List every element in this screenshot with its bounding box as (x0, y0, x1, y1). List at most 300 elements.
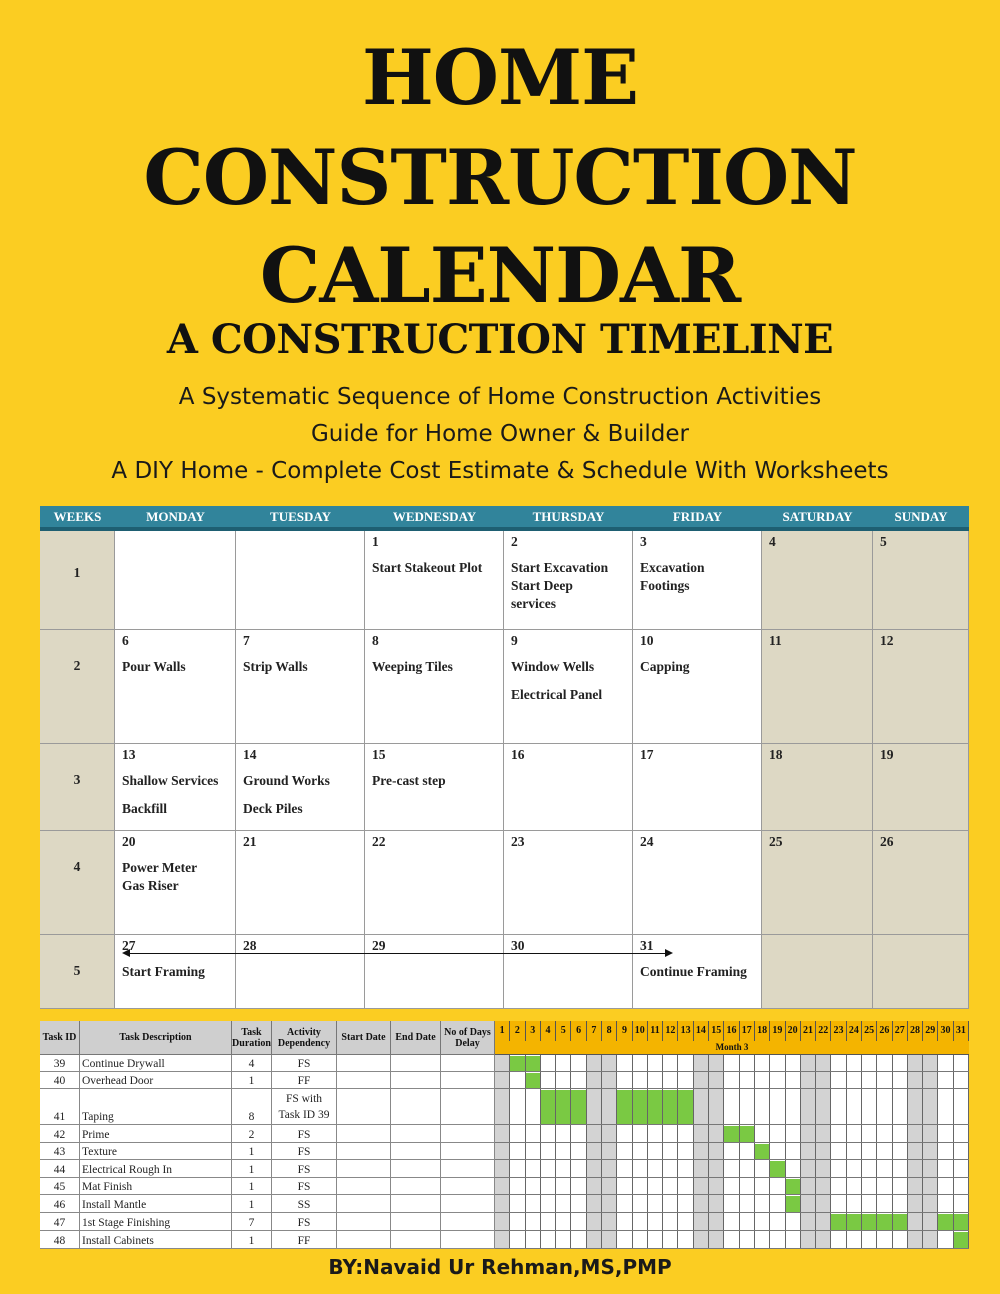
gantt-day-23: 23 (831, 1021, 846, 1041)
day-cell (762, 630, 873, 744)
gantt-header-3: Activity Dependency (272, 1021, 337, 1055)
gantt-bar (954, 1232, 968, 1248)
gantt-day-24: 24 (847, 1021, 862, 1041)
gantt-bar (740, 1126, 754, 1142)
gantt-dep: FS (297, 1129, 311, 1141)
gantt-day-26: 26 (877, 1021, 892, 1041)
gantt-day-17: 17 (740, 1021, 755, 1041)
gantt-header-5: End Date (391, 1021, 441, 1055)
gantt-bar (633, 1090, 647, 1124)
day-cell (633, 531, 762, 630)
day-cell (633, 744, 762, 831)
day-number: 3 (640, 534, 647, 549)
gantt-day-column (770, 1055, 785, 1249)
gantt-cell (441, 1125, 495, 1143)
day-cell (236, 831, 365, 935)
gantt-day-column (678, 1055, 693, 1249)
day-number: 18 (769, 747, 783, 762)
gantt-row-line (495, 1124, 969, 1125)
gantt-day-column (556, 1055, 571, 1249)
week-number: 4 (73, 859, 81, 874)
gantt-dur: 1 (248, 1075, 255, 1087)
gantt-bar (541, 1090, 555, 1124)
subtitle-line-3: A DIY Home - Complete Cost Estimate & Schedule With Worksheets (111, 458, 889, 484)
day-cell (873, 935, 969, 1009)
calendar-header-2: TUESDAY (236, 506, 365, 531)
gantt-dep: SS (297, 1199, 311, 1211)
gantt-day-1: 1 (495, 1021, 510, 1041)
gantt-bar (862, 1214, 876, 1230)
gantt-cell (337, 1089, 391, 1125)
day-number: 10 (640, 633, 654, 648)
gantt-cell (232, 1213, 272, 1231)
gantt-cell (391, 1055, 441, 1072)
gantt-day-8: 8 (602, 1021, 617, 1041)
gantt-day-31: 31 (954, 1021, 969, 1041)
gantt-day-2: 2 (510, 1021, 525, 1041)
day-number: 27 (122, 938, 136, 953)
gantt-id: 47 (53, 1217, 66, 1229)
gantt-id: 40 (53, 1075, 66, 1087)
gantt-desc: Install Mantle (82, 1199, 147, 1211)
gantt-day-column (633, 1055, 648, 1249)
day-cell (633, 630, 762, 744)
gantt-header-1: Task Description (80, 1021, 232, 1055)
gantt-row-line (495, 1248, 969, 1249)
day-number: 6 (122, 633, 129, 648)
day-activity: services (511, 596, 556, 611)
gantt-dur: 4 (248, 1058, 255, 1070)
gantt-dur: 1 (248, 1146, 255, 1158)
gantt-day-13: 13 (678, 1021, 693, 1041)
gantt-day-14: 14 (694, 1021, 709, 1041)
gantt-desc: Continue Drywall (82, 1058, 165, 1070)
gantt-cell (391, 1072, 441, 1089)
gantt-bar (663, 1090, 677, 1124)
gantt-desc: Prime (82, 1129, 110, 1141)
gantt-bar (786, 1179, 800, 1194)
day-activity: Shallow Services (122, 773, 219, 788)
gantt-cell (441, 1143, 495, 1160)
day-number: 31 (640, 938, 654, 953)
gantt-cell (441, 1178, 495, 1195)
day-number: 9 (511, 633, 518, 648)
day-cell (236, 744, 365, 831)
gantt-day-column (740, 1055, 755, 1249)
gantt-bar (877, 1214, 891, 1230)
gantt-cell (40, 1055, 80, 1072)
gantt-row-line (495, 1088, 969, 1089)
day-number: 20 (122, 834, 136, 849)
day-cell (504, 935, 633, 1009)
day-activity: Backfill (122, 801, 168, 816)
gantt-bar (847, 1214, 861, 1230)
gantt-dep: FS (297, 1164, 311, 1176)
day-activity: Power Meter (122, 860, 198, 875)
gantt-day-28: 28 (908, 1021, 923, 1041)
day-cell (762, 935, 873, 1009)
day-number: 8 (372, 633, 379, 648)
day-cell (365, 531, 504, 630)
gantt-day-column (587, 1055, 602, 1249)
gantt-bar (571, 1090, 585, 1124)
gantt-cell (80, 1089, 232, 1125)
day-cell (504, 744, 633, 831)
day-cell (873, 630, 969, 744)
gantt-day-column (495, 1055, 510, 1249)
day-number: 21 (243, 834, 257, 849)
day-cell (504, 831, 633, 935)
gantt-cell (391, 1231, 441, 1249)
gantt-cell (232, 1143, 272, 1160)
gantt-dur: 1 (248, 1199, 255, 1211)
gantt-cell (40, 1143, 80, 1160)
calendar-header-4: THURSDAY (504, 506, 633, 531)
gantt-cell (80, 1143, 232, 1160)
day-cell (762, 531, 873, 630)
gantt-row-line (495, 1142, 969, 1143)
gantt-dep: FF (297, 1075, 311, 1087)
day-cell (115, 531, 236, 630)
gantt-desc: Mat Finish (82, 1181, 133, 1193)
day-activity: Electrical Panel (511, 687, 603, 702)
gantt-day-7: 7 (587, 1021, 602, 1041)
day-activity: Start Framing (122, 964, 205, 979)
gantt-cell (391, 1213, 441, 1231)
gantt-header-4: Start Date (337, 1021, 391, 1055)
gantt-cell (337, 1072, 391, 1089)
day-number: 17 (640, 747, 654, 762)
day-cell (762, 744, 873, 831)
gantt-day-16: 16 (724, 1021, 739, 1041)
gantt-desc: 1st Stage Finishing (82, 1217, 171, 1229)
gantt-cell (272, 1072, 337, 1089)
gantt-cell (80, 1160, 232, 1178)
gantt-bar (755, 1144, 769, 1159)
gantt-bar (510, 1056, 524, 1071)
gantt-cell (40, 1160, 80, 1178)
gantt-cell (232, 1055, 272, 1072)
gantt-day-20: 20 (786, 1021, 801, 1041)
gantt-cell (272, 1178, 337, 1195)
gantt-day-4: 4 (541, 1021, 556, 1041)
day-activity: Continue Framing (640, 964, 747, 979)
day-number: 14 (243, 747, 257, 762)
gantt-month-label: Month 3 (495, 1041, 969, 1055)
day-cell (365, 744, 504, 831)
week-cell (40, 531, 115, 630)
gantt-id: 48 (53, 1235, 66, 1247)
gantt-bar (770, 1161, 784, 1177)
gantt-day-column (648, 1055, 663, 1249)
week-number: 3 (73, 772, 81, 787)
week-number: 2 (73, 658, 81, 673)
gantt-cell (391, 1178, 441, 1195)
gantt-cell (272, 1143, 337, 1160)
day-activity: Strip Walls (243, 659, 308, 674)
gantt-cell (391, 1195, 441, 1213)
gantt-cell (80, 1231, 232, 1249)
day-cell (236, 935, 365, 1009)
day-cell (762, 831, 873, 935)
week-cell (40, 630, 115, 744)
gantt-header-6: No of Days Delay (441, 1021, 495, 1055)
day-number: 29 (372, 938, 386, 953)
day-number: 15 (372, 747, 386, 762)
day-number: 30 (511, 938, 525, 953)
day-activity: Pour Walls (122, 659, 186, 674)
calendar-header-6: SATURDAY (762, 506, 873, 531)
gantt-dur: 8 (248, 1111, 255, 1123)
gantt-schedule (40, 1021, 969, 1249)
gantt-row-line (495, 1071, 969, 1072)
day-cell (633, 831, 762, 935)
gantt-cell (441, 1195, 495, 1213)
gantt-day-21: 21 (801, 1021, 816, 1041)
day-cell (873, 831, 969, 935)
gantt-dep: FS (297, 1181, 311, 1193)
gantt-cell (391, 1125, 441, 1143)
gantt-day-18: 18 (755, 1021, 770, 1041)
gantt-bar (786, 1196, 800, 1212)
day-number: 28 (243, 938, 257, 953)
gantt-cell (232, 1195, 272, 1213)
gantt-day-column (510, 1055, 525, 1249)
gantt-day-column (816, 1055, 831, 1249)
gantt-day-15: 15 (709, 1021, 724, 1041)
gantt-cell (272, 1125, 337, 1143)
gantt-id: 46 (53, 1199, 66, 1211)
gantt-cell (441, 1160, 495, 1178)
gantt-bar (831, 1214, 845, 1230)
calendar-header-0: WEEKS (40, 506, 115, 531)
gantt-cell (80, 1055, 232, 1072)
gantt-day-25: 25 (862, 1021, 877, 1041)
gantt-cell (337, 1055, 391, 1072)
day-number: 11 (769, 633, 782, 648)
framing-span-arrow (124, 953, 671, 954)
gantt-day-5: 5 (556, 1021, 571, 1041)
gantt-day-30: 30 (938, 1021, 953, 1041)
day-number: 13 (122, 747, 136, 762)
week-number: 1 (73, 565, 81, 580)
gantt-row-line (495, 1194, 969, 1195)
gantt-day-12: 12 (663, 1021, 678, 1041)
day-activity: Ground Works (243, 773, 330, 788)
day-cell (115, 831, 236, 935)
construction-calendar (40, 506, 969, 1009)
gantt-header-0: Task ID (40, 1021, 80, 1055)
gantt-day-column (571, 1055, 586, 1249)
gantt-cell (272, 1160, 337, 1178)
week-cell (40, 935, 115, 1009)
gantt-dur: 1 (248, 1181, 255, 1193)
gantt-bar (526, 1073, 540, 1088)
gantt-dep: FF (297, 1235, 311, 1247)
gantt-dep: FS (297, 1217, 311, 1229)
gantt-id: 39 (53, 1058, 66, 1070)
gantt-day-column (694, 1055, 709, 1249)
gantt-day-column (908, 1055, 923, 1249)
day-cell (633, 935, 762, 1009)
day-cell (873, 531, 969, 630)
gantt-cell (80, 1178, 232, 1195)
gantt-cell (80, 1195, 232, 1213)
gantt-cell (40, 1195, 80, 1213)
day-number: 12 (880, 633, 894, 648)
gantt-header-2: Task Duration (232, 1021, 272, 1055)
author-credit: BY:Navaid Ur Rehman,MS,PMP (328, 1255, 672, 1279)
week-number: 5 (73, 963, 81, 978)
gantt-cell (40, 1089, 80, 1125)
gantt-id: 42 (53, 1129, 66, 1141)
subtitle-line-1: A Systematic Sequence of Home Construction Activities (178, 384, 822, 410)
gantt-day-11: 11 (648, 1021, 663, 1041)
day-activity: Footings (640, 578, 690, 593)
gantt-row-line (495, 1177, 969, 1178)
gantt-cell (232, 1231, 272, 1249)
week-cell (40, 831, 115, 935)
gantt-id: 43 (53, 1146, 66, 1158)
gantt-dur: 1 (248, 1164, 255, 1176)
gantt-cell (441, 1055, 495, 1072)
day-cell (365, 831, 504, 935)
gantt-cell (441, 1213, 495, 1231)
gantt-dep: FS (297, 1146, 311, 1158)
gantt-cell (232, 1089, 272, 1125)
gantt-bar (617, 1090, 631, 1124)
gantt-cell (80, 1072, 232, 1089)
day-activity: Deck Piles (243, 801, 303, 816)
day-number: 22 (372, 834, 386, 849)
gantt-bar (678, 1090, 692, 1124)
gantt-bar (954, 1214, 968, 1230)
day-number: 25 (769, 834, 783, 849)
gantt-desc: Install Cabinets (82, 1235, 154, 1247)
gantt-cell (272, 1195, 337, 1213)
gantt-day-10: 10 (633, 1021, 648, 1041)
day-cell (504, 531, 633, 630)
day-cell (873, 744, 969, 831)
day-cell (115, 744, 236, 831)
gantt-cell (80, 1125, 232, 1143)
day-activity: Weeping Tiles (372, 659, 453, 674)
gantt-cell (337, 1178, 391, 1195)
day-cell (365, 630, 504, 744)
gantt-day-column (709, 1055, 724, 1249)
day-cell (365, 935, 504, 1009)
gantt-id: 45 (53, 1181, 66, 1193)
day-number: 26 (880, 834, 894, 849)
day-activity: Capping (640, 659, 690, 674)
calendar-header-5: FRIDAY (633, 506, 762, 531)
gantt-cell (40, 1072, 80, 1089)
day-activity: Start Deep (511, 578, 573, 593)
gantt-day-column (617, 1055, 632, 1249)
gantt-cell (391, 1143, 441, 1160)
day-cell (504, 630, 633, 744)
gantt-day-22: 22 (816, 1021, 831, 1041)
gantt-day-9: 9 (617, 1021, 632, 1041)
day-number: 24 (640, 834, 654, 849)
gantt-cell (272, 1055, 337, 1072)
gantt-cell (441, 1089, 495, 1125)
gantt-cell (232, 1160, 272, 1178)
gantt-day-column (724, 1055, 739, 1249)
title-line-calendar: CALENDAR (259, 231, 741, 320)
day-number: 7 (243, 633, 250, 648)
gantt-cell (272, 1213, 337, 1231)
gantt-dur: 7 (248, 1217, 255, 1229)
day-activity: Gas Riser (122, 878, 179, 893)
gantt-bar (648, 1090, 662, 1124)
gantt-cell (391, 1160, 441, 1178)
gantt-desc: Overhead Door (82, 1075, 154, 1087)
day-cell (236, 630, 365, 744)
gantt-dur: 1 (248, 1235, 255, 1247)
calendar-header-7: SUNDAY (873, 506, 969, 531)
day-number: 23 (511, 834, 525, 849)
gantt-day-3: 3 (526, 1021, 541, 1041)
calendar-header-3: WEDNESDAY (365, 506, 504, 531)
gantt-cell (441, 1231, 495, 1249)
day-number: 19 (880, 747, 894, 762)
gantt-cell (232, 1178, 272, 1195)
day-number: 16 (511, 747, 525, 762)
gantt-dur: 2 (248, 1129, 255, 1141)
gantt-cell (232, 1072, 272, 1089)
gantt-row-line (495, 1230, 969, 1231)
subtitle-line-2: Guide for Home Owner & Builder (310, 421, 690, 447)
gantt-cell (391, 1089, 441, 1125)
gantt-cell (40, 1213, 80, 1231)
gantt-day-column (602, 1055, 617, 1249)
gantt-cell (40, 1178, 80, 1195)
gantt-row-line (495, 1159, 969, 1160)
gantt-cell (272, 1089, 337, 1125)
gantt-day-column (663, 1055, 678, 1249)
gantt-day-19: 19 (770, 1021, 785, 1041)
gantt-cell (40, 1125, 80, 1143)
day-activity: Start Excavation (511, 560, 609, 575)
gantt-day-27: 27 (893, 1021, 908, 1041)
gantt-id: 44 (53, 1164, 66, 1176)
gantt-bar (724, 1126, 738, 1142)
day-activity: Start Stakeout Plot (372, 560, 483, 575)
calendar-header-1: MONDAY (115, 506, 236, 531)
gantt-cell (232, 1125, 272, 1143)
day-cell (236, 531, 365, 630)
gantt-bar (938, 1214, 952, 1230)
gantt-id: 41 (53, 1111, 66, 1123)
title-line-construction: CONSTRUCTION (143, 133, 857, 222)
gantt-row-line (495, 1212, 969, 1213)
gantt-cell (272, 1231, 337, 1249)
gantt-bar (893, 1214, 907, 1230)
day-cell (115, 935, 236, 1009)
gantt-dep: FS (297, 1058, 311, 1070)
day-cell (115, 630, 236, 744)
gantt-day-column (786, 1055, 801, 1249)
gantt-bar (556, 1090, 570, 1124)
gantt-day-6: 6 (571, 1021, 586, 1041)
gantt-day-column (801, 1055, 816, 1249)
gantt-day-column (541, 1055, 556, 1249)
day-number: 2 (511, 534, 518, 549)
title-line-timeline: A CONSTRUCTION TIMELINE (166, 316, 834, 363)
title-line-home: HOME (361, 33, 639, 122)
gantt-cell (337, 1143, 391, 1160)
